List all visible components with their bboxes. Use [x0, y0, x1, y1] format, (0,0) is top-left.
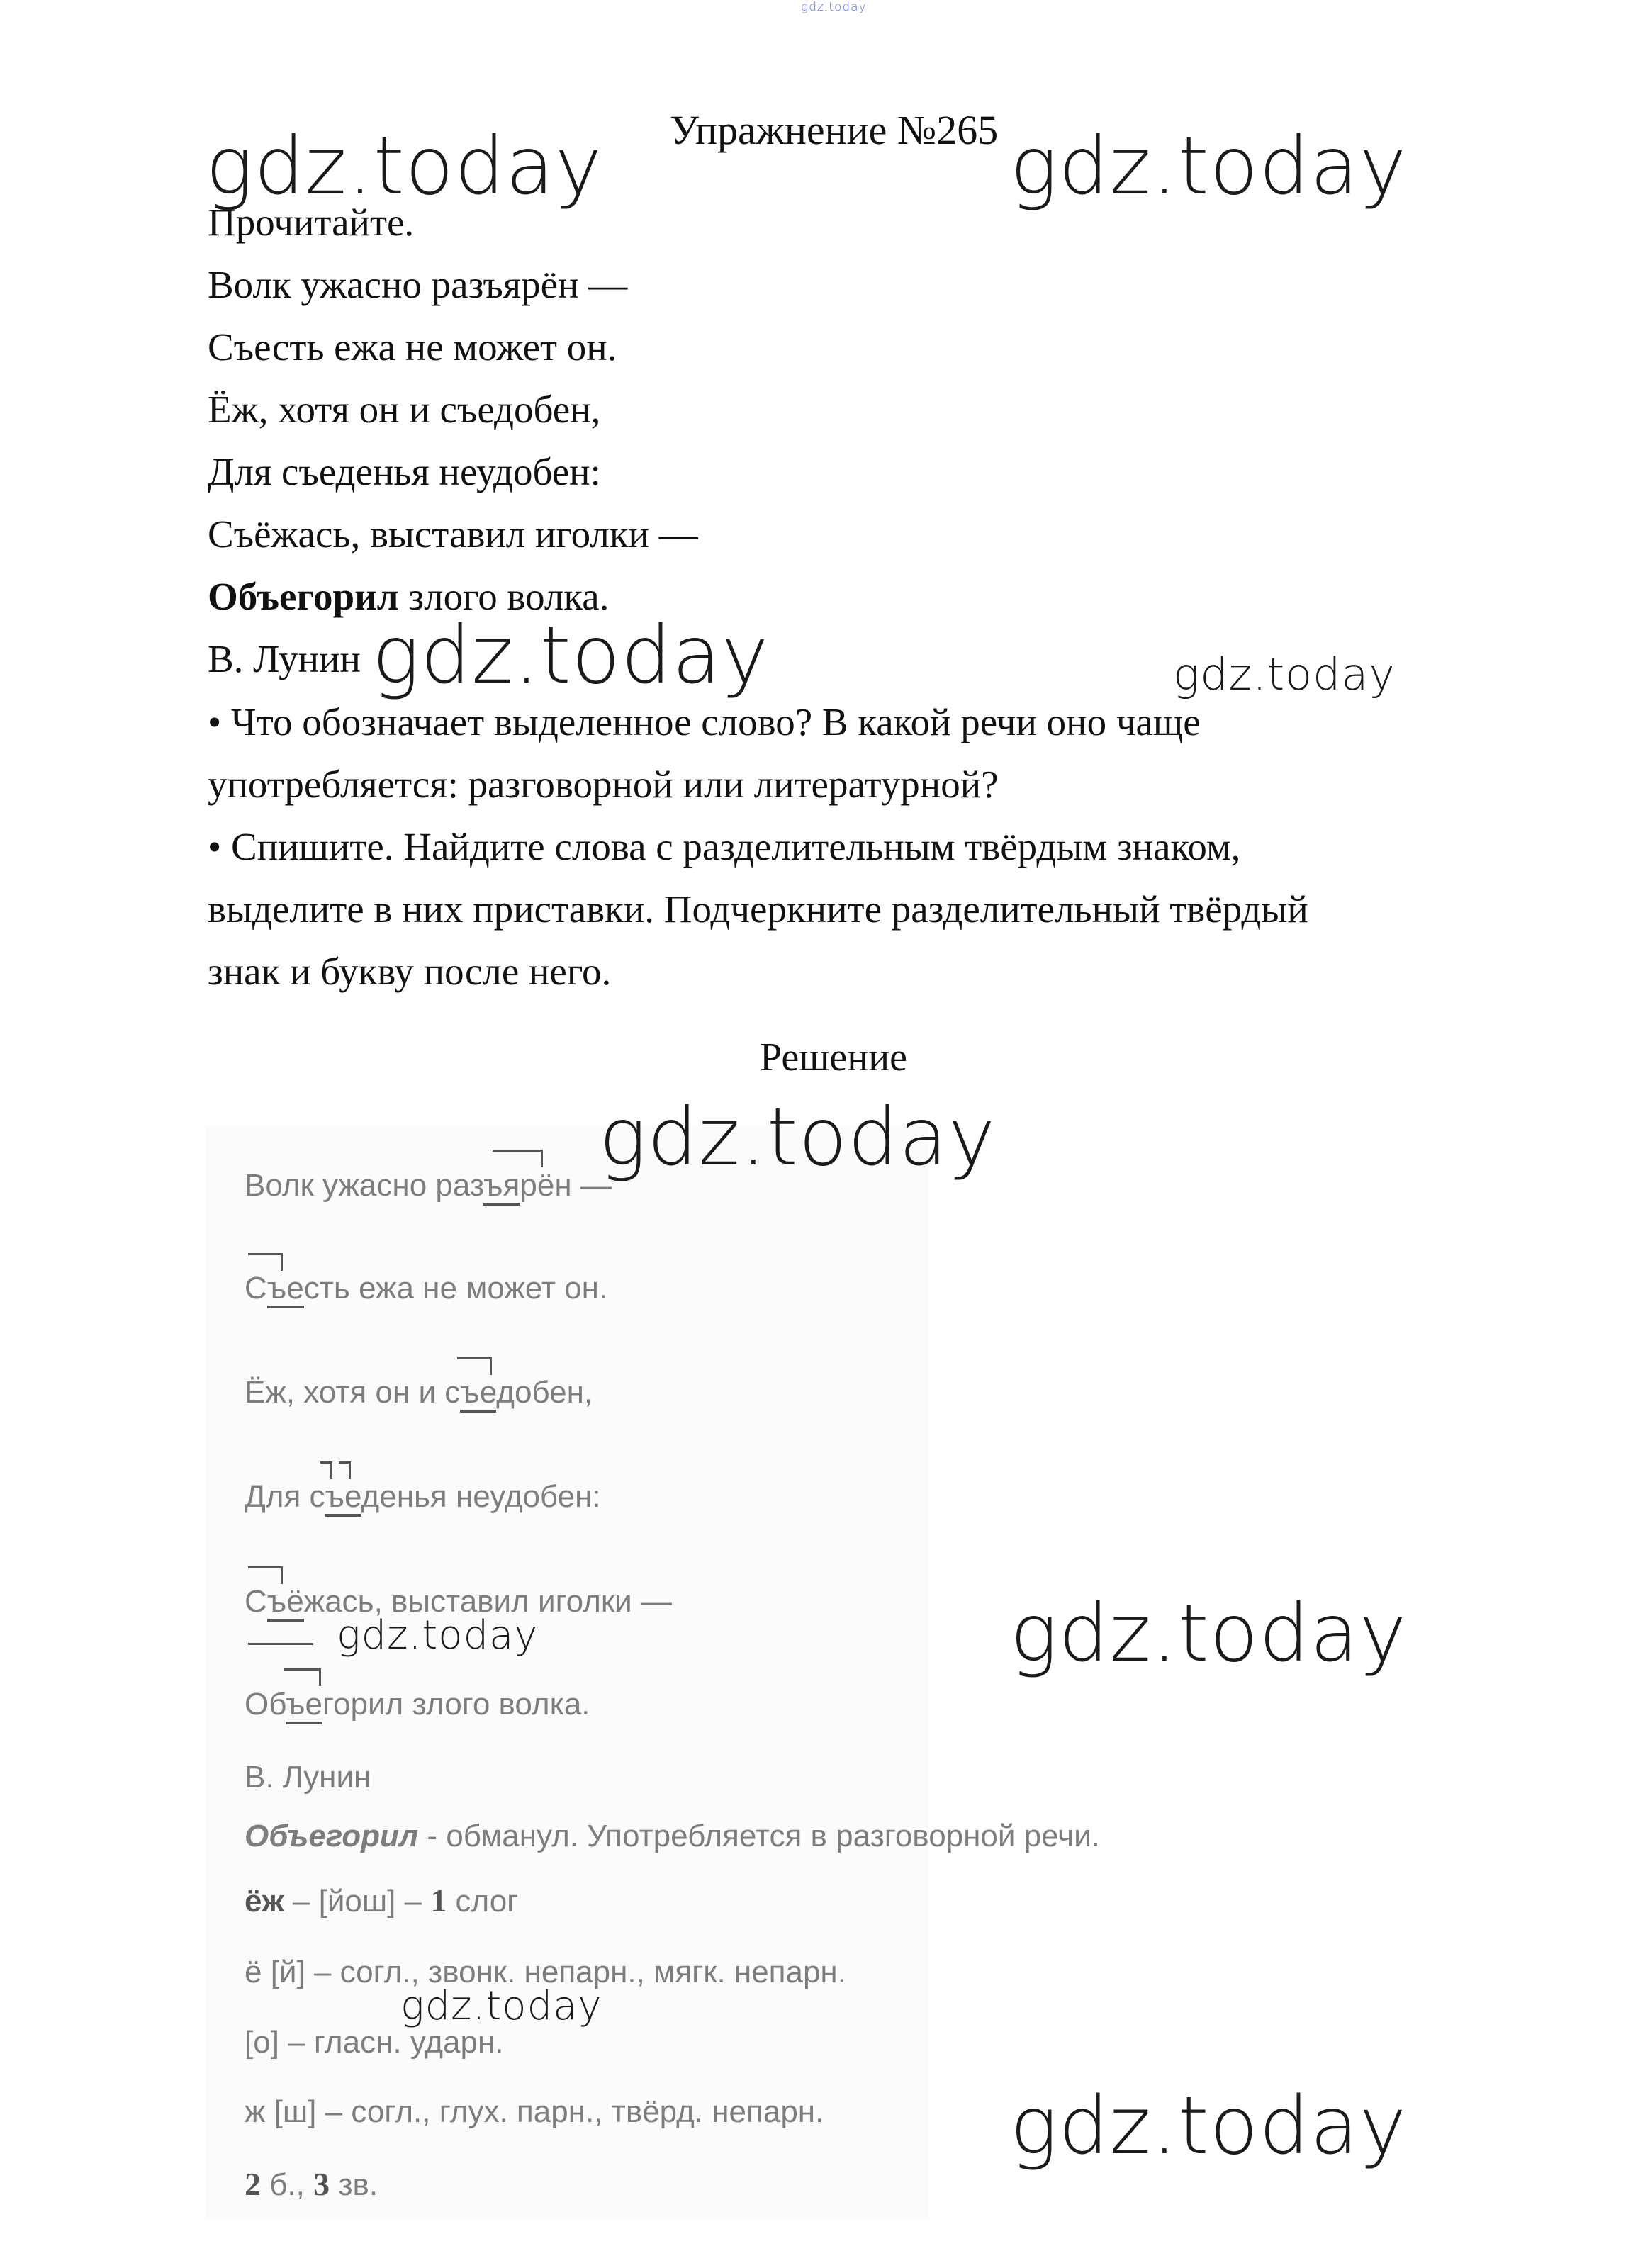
exercise-title: Упражнение №265 — [670, 107, 999, 153]
phonetic-line: ё [й] – согл., звонк. непарн., мягк. непарн. — [245, 1955, 846, 1989]
solution-line: Съесть ежа не может он. — [245, 1271, 607, 1306]
prefix-mark — [457, 1357, 492, 1375]
solution-line: Объегорил злого волка. — [245, 1687, 590, 1722]
watermark: gdz.today — [1010, 2080, 1408, 2172]
separator-underline: ъе — [325, 1479, 361, 1517]
watermark: gdz.today — [206, 120, 603, 213]
prefix-mark — [284, 1668, 321, 1686]
separator-underline: ъе — [267, 1271, 304, 1308]
watermark: gdz.today — [337, 1612, 539, 1658]
phonetic-word: ёж – [йош] – 1 слог — [245, 1882, 519, 1919]
author: В. Лунин — [208, 637, 361, 680]
solution-line: Волк ужасно разъярён — — [245, 1168, 612, 1203]
task-question: употребляется: разговорной или литературной? — [208, 763, 999, 806]
poem-line: Ёж, хотя он и съедобен, — [208, 388, 601, 431]
word-meaning: Объегорил - обманул. Употребляется в разговорной речи. — [245, 1819, 1100, 1853]
poem-line: Для съеденья неудобен: — [208, 450, 601, 493]
phonetic-line: ж [ш] – согл., глух. парн., твёрд. непарн. — [245, 2094, 824, 2129]
phonetic-line: [о] – гласн. ударн. — [245, 2025, 504, 2060]
prefix-mark — [248, 1566, 283, 1584]
poem-line: Съёжась, выставил иголки — — [208, 512, 698, 556]
solution-line: Съёжась, выставил иголки — — [245, 1584, 672, 1619]
poem-line-rest: злого волка. — [398, 575, 610, 618]
separator-underline: ъе — [460, 1375, 496, 1413]
separator-underline: ъё — [267, 1584, 304, 1622]
watermark: gdz.today — [1173, 649, 1396, 700]
separator-underline: ъе — [286, 1687, 322, 1724]
task-question: знак и букву после него. — [208, 950, 612, 993]
poem-line: Съесть ежа не может он. — [208, 325, 617, 369]
prefix-mark — [493, 1150, 543, 1167]
watermark: gdz.today — [400, 1983, 602, 2029]
highlighted-word: Объегорил — [208, 575, 399, 618]
prefix-mark — [339, 1461, 351, 1479]
watermark: gdz.today — [372, 610, 770, 702]
watermark: gdz.today — [599, 1091, 997, 1184]
separator-underline: ъя — [483, 1168, 520, 1206]
instruction: Прочитайте. — [208, 201, 415, 244]
prefix-mark — [248, 1253, 283, 1271]
site-mark: gdz.today — [801, 0, 867, 14]
solution-line: Ёж, хотя он и съедобен, — [245, 1375, 593, 1410]
task-question: • Что обозначает выделенное слово? В какой речи оно чаще — [208, 700, 1201, 743]
solution-author: В. Лунин — [245, 1760, 371, 1795]
solution-heading: Решение — [760, 1035, 908, 1079]
watermark: gdz.today — [1010, 120, 1408, 213]
solution-line: Для съеденья неудобен: — [245, 1479, 601, 1515]
task-question: • Спишите. Найдите слова с разделительным твёрдым знаком, — [208, 825, 1241, 868]
prefix-mark — [320, 1461, 332, 1479]
task-question: выделите в них приставки. Подчеркните разделительный твёрдый — [208, 887, 1308, 931]
poem-line: Волк ужасно разъярён — — [208, 263, 628, 306]
sound-count: 2 б., 3 зв. — [245, 2166, 378, 2202]
watermark: gdz.today — [1010, 1588, 1408, 1680]
prefix-line — [248, 1643, 313, 1645]
